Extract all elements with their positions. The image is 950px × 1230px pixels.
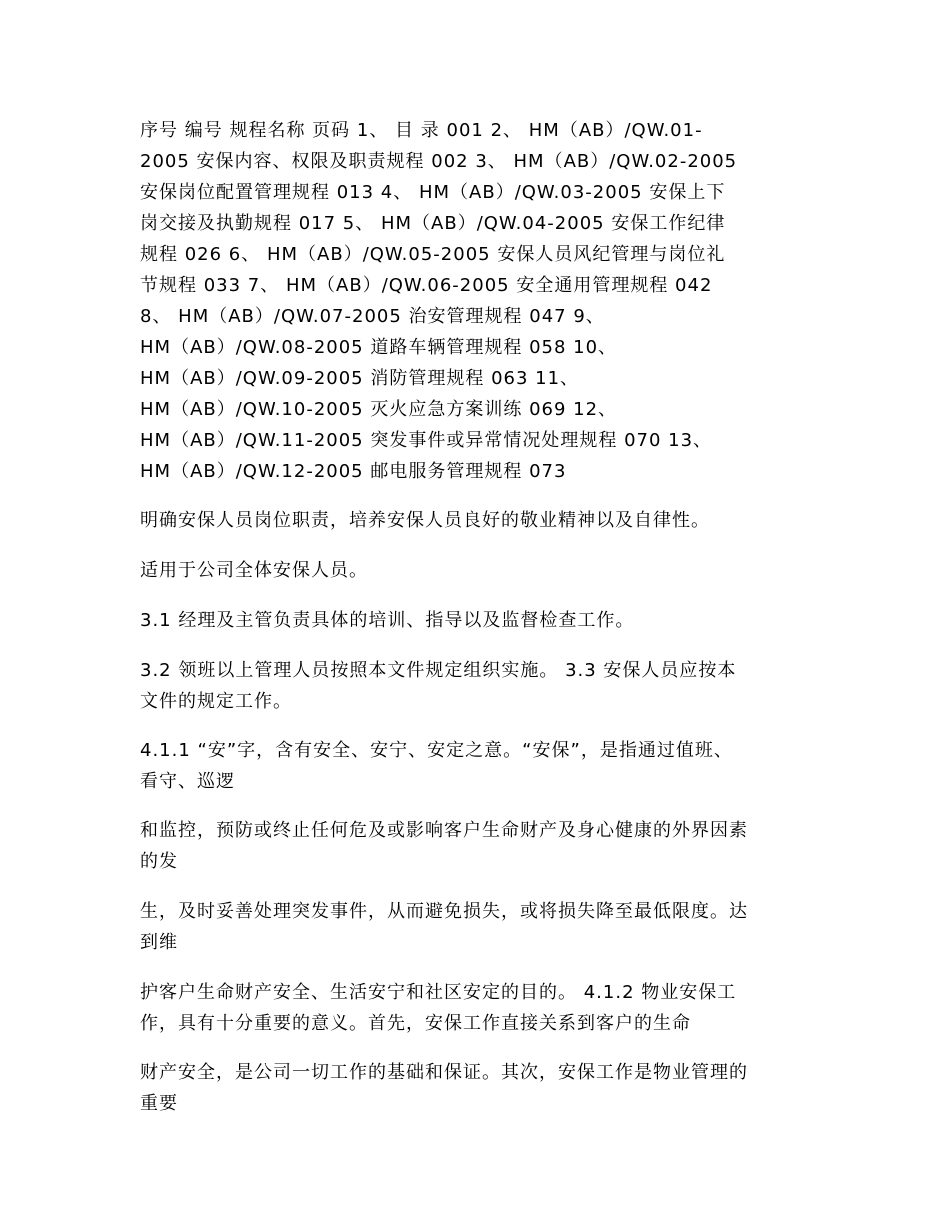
toc-line: 8、 HM（AB）/QW.07-2005 治安管理规程 047 9、 [140, 306, 605, 327]
toc-line: 岗交接及执勤规程 017 5、 HM（AB）/QW.04-2005 安保工作纪律 [140, 213, 726, 234]
toc-line: HM（AB）/QW.11-2005 突发事件或异常情况处理规程 070 13、 [140, 430, 713, 451]
paragraph-line: 看守、巡逻 [140, 771, 235, 792]
paragraph-line: 和监控，预防或终止任何危及或影响客户生命财产及身心健康的外界因素 [140, 820, 748, 841]
paragraph-line: 财产安全，是公司一切工作的基础和保证。其次，安保工作是物业管理的 [140, 1062, 748, 1083]
paragraph-line: 4.1.1 “安”字，含有安全、安宁、安定之意。“安保”，是指通过值班、 [140, 740, 733, 761]
purpose-paragraph [140, 505, 830, 536]
definition-4-1-1-paragraph [140, 735, 830, 797]
paragraph-line: 作，具有十分重要的意义。首先，安保工作直接关系到客户的生命 [140, 1013, 691, 1034]
toc-line: 节规程 033 7、 HM（AB）/QW.06-2005 安全通用管理规程 042 [140, 275, 713, 296]
toc-line: HM（AB）/QW.12-2005 邮电服务管理规程 073 [140, 461, 567, 482]
scope-paragraph [140, 555, 830, 586]
paragraph-line: 到维 [140, 932, 178, 953]
paragraph-line: 明确安保人员岗位职责，培养安保人员良好的敬业精神以及自律性。 [140, 510, 710, 531]
paragraph-line: 生，及时妥善处理突发事件，从而避免损失，或将损失降至最低限度。达 [140, 901, 748, 922]
toc-line: 安保岗位配置管理规程 013 4、 HM（AB）/QW.03-2005 安保上下 [140, 182, 726, 203]
paragraph-line: 适用于公司全体安保人员。 [140, 560, 368, 581]
definition-4-1-2-paragraph [140, 977, 830, 1039]
responsibility-3-2-paragraph [140, 655, 830, 717]
toc-line: HM（AB）/QW.08-2005 道路车辆管理规程 058 10、 [140, 337, 618, 358]
paragraph-line: 文件的规定工作。 [140, 691, 292, 712]
definition-4-1-2-continuation-paragraph [140, 1057, 830, 1119]
paragraph-line: 3.1 经理及主管负责具体的培训、指导以及监督检查工作。 [140, 610, 635, 631]
paragraph-line: 的发 [140, 851, 178, 872]
paragraph-line: 重要 [140, 1093, 178, 1114]
definition-continuation-paragraph [140, 896, 830, 958]
toc-line: HM（AB）/QW.10-2005 灭火应急方案训练 069 12、 [140, 399, 618, 420]
paragraph-line: 护客户生命财产安全、生活安宁和社区安定的目的。 4.1.2 物业安保工 [140, 982, 737, 1003]
toc-line: 序号 编号 规程名称 页码 1、 目 录 001 2、 HM（AB）/QW.01- [140, 120, 703, 141]
toc-line: 规程 026 6、 HM（AB）/QW.05-2005 安保人员风纪管理与岗位礼 [140, 244, 726, 265]
responsibility-3-1-paragraph [140, 605, 830, 636]
toc-paragraph [140, 115, 830, 487]
paragraph-line: 3.2 领班以上管理人员按照本文件规定组织实施。 3.3 安保人员应按本 [140, 660, 737, 681]
definition-continuation-paragraph [140, 815, 830, 877]
toc-line: HM（AB）/QW.09-2005 消防管理规程 063 11、 [140, 368, 580, 389]
toc-line: 2005 安保内容、权限及职责规程 002 3、 HM（AB）/QW.02-2005 [140, 151, 738, 172]
